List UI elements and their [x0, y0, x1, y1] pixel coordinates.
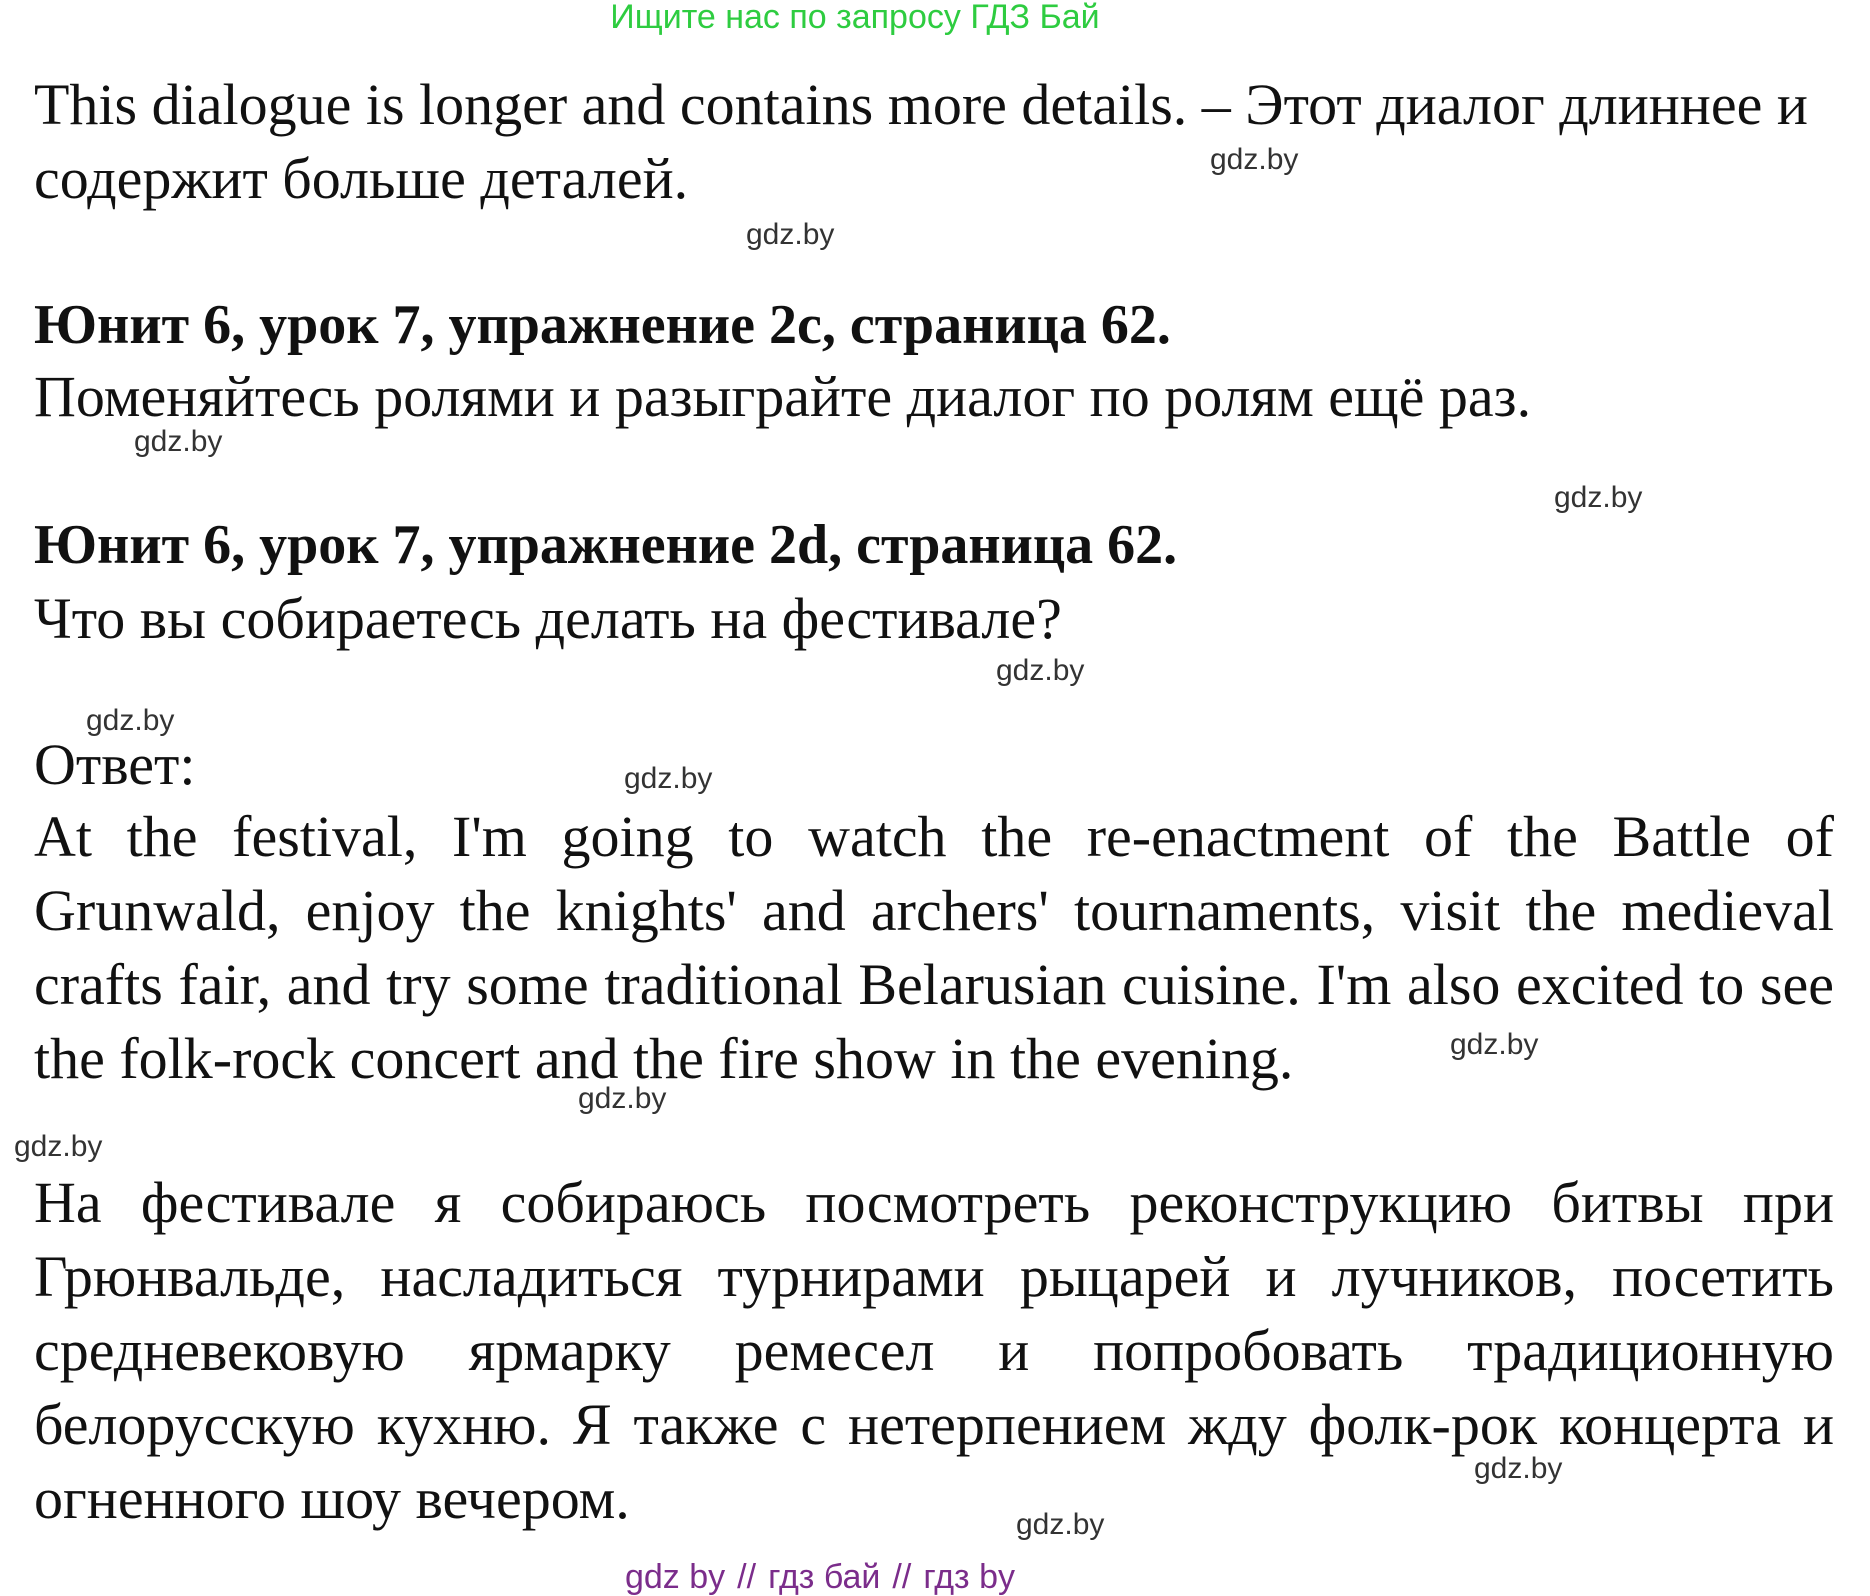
watermark: gdz.by — [1016, 1508, 1105, 1541]
watermark: gdz.by — [1474, 1452, 1563, 1485]
watermark: gdz.by — [996, 654, 1085, 687]
watermark: gdz.by — [578, 1082, 667, 1115]
answer-english: At the festival, I'm going to watch the re-enactment of the Battle of Grunwald, enjoy the knights' and archers' tournaments, visit the medieval crafts fair, and try some traditional Belarusian cuisine. I'm also excited to see the folk-rock concert and the fire show in the evening. — [34, 804, 1834, 1091]
watermark: gdz.by — [1210, 143, 1299, 176]
task-2c-text: Поменяйтесь ролями и разыграйте диалог по ролям ещё раз. — [34, 364, 1532, 429]
task-2d-text: Что вы собираетесь делать на фестивале? — [34, 586, 1062, 651]
intro-line-2: содержит больше деталей. — [34, 146, 689, 211]
heading-2d: Юнит 6, урок 7, упражнение 2d, страница 62. — [34, 514, 1178, 576]
watermark: gdz.by — [86, 704, 175, 737]
watermark: gdz.by — [14, 1130, 103, 1163]
footer-link-gdz-by-ru[interactable]: гдз by — [923, 1558, 1015, 1596]
footer-links — [0, 1560, 1755, 1594]
answer-label: Ответ: — [34, 732, 196, 797]
top-banner: Ищите нас по запросу ГДЗ Бай — [610, 0, 1100, 36]
answer-russian: На фестивале я собираюсь посмотреть реконструкцию битвы при Грюнвальде, насладиться турнирами рыцарей и лучников, посетить средневековую ярмарку ремесел и попробовать традиционную белорусскую кухню. Я также с нетерпением жду фолк-рок концерта и огненного шоу вечером. — [34, 1170, 1834, 1531]
watermark: gdz.by — [746, 218, 835, 251]
watermark: gdz.by — [1450, 1028, 1539, 1061]
intro-line-1: This dialogue is longer and contains more details. – Этот диалог длиннее и — [34, 72, 1808, 137]
watermark: gdz.by — [134, 425, 223, 458]
watermark: gdz.by — [1554, 481, 1643, 514]
heading-2c: Юнит 6, урок 7, упражнение 2c, страница 62. — [34, 294, 1171, 356]
watermark: gdz.by — [624, 762, 713, 795]
footer-separator: // — [737, 1558, 757, 1596]
footer-link-gdz-by[interactable]: gdz by — [624, 1558, 726, 1596]
footer-link-gdz-bai[interactable]: гдз бай — [768, 1558, 881, 1596]
footer-separator: // — [892, 1558, 912, 1596]
